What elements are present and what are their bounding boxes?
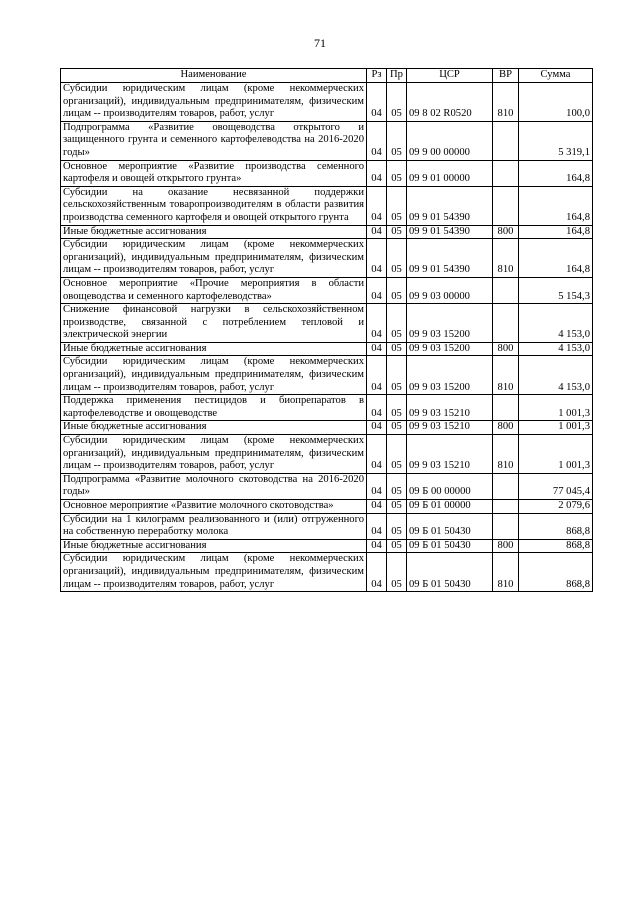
header-csr: ЦСР (407, 69, 493, 83)
row-csr: 09 9 01 54390 (407, 225, 493, 239)
header-rz: Рз (367, 69, 387, 83)
row-pr: 05 (387, 473, 407, 499)
row-name: Субсидии юридическим лицам (кроме некоммерческих организаций), индивидуальным предпринимателям, физическим лицам -- производителям товаров, работ, услуг (61, 83, 367, 122)
table-row (61, 473, 593, 499)
row-vr: 800 (493, 342, 519, 356)
row-name: Субсидии юридическим лицам (кроме некоммерческих организаций), индивидуальным предпринимателям, физическим лицам -- производителям товаров, работ, услуг (61, 356, 367, 395)
row-sum: 164,8 (519, 225, 593, 239)
table-row (61, 539, 593, 553)
row-csr: 09 9 03 15210 (407, 435, 493, 474)
row-csr: 09 Б 01 50430 (407, 553, 493, 592)
row-name: Основное мероприятие «Развитие производства семенного картофеля и овощей открытого грунта» (61, 160, 367, 186)
row-name: Подпрограмма «Развитие овощеводства открытого и защищенного грунта и семенного картофелеводства на 2016-2020 годы» (61, 121, 367, 160)
row-sum: 2 079,6 (519, 500, 593, 514)
row-csr: 09 9 03 15210 (407, 421, 493, 435)
row-pr: 05 (387, 121, 407, 160)
row-name: Субсидии на 1 килограмм реализованного и (или) отгруженного на собственную переработку молока (61, 513, 367, 539)
table-row (61, 160, 593, 186)
row-rz: 04 (367, 304, 387, 343)
row-rz: 04 (367, 539, 387, 553)
row-rz: 04 (367, 121, 387, 160)
row-csr: 09 9 03 15200 (407, 342, 493, 356)
table-row (61, 225, 593, 239)
row-name: Основное мероприятие «Развитие молочного скотоводства» (61, 500, 367, 514)
row-sum: 100,0 (519, 83, 593, 122)
row-vr (493, 304, 519, 343)
row-vr: 810 (493, 553, 519, 592)
row-name: Иные бюджетные ассигнования (61, 342, 367, 356)
row-rz: 04 (367, 277, 387, 303)
row-csr: 09 9 03 15200 (407, 304, 493, 343)
table-header-row (61, 69, 593, 83)
row-csr: 09 Б 00 00000 (407, 473, 493, 499)
row-pr: 05 (387, 342, 407, 356)
row-vr: 800 (493, 539, 519, 553)
table-row (61, 239, 593, 278)
row-rz: 04 (367, 435, 387, 474)
table-row (61, 186, 593, 225)
table-row (61, 83, 593, 122)
row-pr: 05 (387, 553, 407, 592)
row-rz: 04 (367, 239, 387, 278)
table-row (61, 421, 593, 435)
row-vr (493, 277, 519, 303)
row-csr: 09 9 01 54390 (407, 239, 493, 278)
table-row (61, 553, 593, 592)
row-name: Поддержка применения пестицидов и биопрепаратов в картофелеводстве и овощеводстве (61, 395, 367, 421)
budget-table (60, 68, 593, 592)
row-pr: 05 (387, 356, 407, 395)
row-rz: 04 (367, 342, 387, 356)
row-name: Субсидии юридическим лицам (кроме некоммерческих организаций), индивидуальным предпринимателям, физическим лицам -- производителям товаров, работ, услуг (61, 239, 367, 278)
row-sum: 4 153,0 (519, 304, 593, 343)
row-csr: 09 Б 01 50430 (407, 513, 493, 539)
row-rz: 04 (367, 553, 387, 592)
row-pr: 05 (387, 395, 407, 421)
row-csr: 09 8 02 R0520 (407, 83, 493, 122)
row-pr: 05 (387, 83, 407, 122)
row-sum: 868,8 (519, 553, 593, 592)
row-sum: 164,8 (519, 160, 593, 186)
row-name: Субсидии юридическим лицам (кроме некоммерческих организаций), индивидуальным предпринимателям, физическим лицам -- производителям товаров, работ, услуг (61, 435, 367, 474)
row-sum: 1 001,3 (519, 421, 593, 435)
table-row (61, 513, 593, 539)
row-name: Подпрограмма «Развитие молочного скотоводства на 2016-2020 годы» (61, 473, 367, 499)
row-vr (493, 395, 519, 421)
row-name: Иные бюджетные ассигнования (61, 225, 367, 239)
row-name: Иные бюджетные ассигнования (61, 539, 367, 553)
row-pr: 05 (387, 435, 407, 474)
table-row (61, 435, 593, 474)
row-csr: 09 9 03 15210 (407, 395, 493, 421)
table-row (61, 500, 593, 514)
row-name: Субсидии юридическим лицам (кроме некоммерческих организаций), индивидуальным предпринимателям, физическим лицам -- производителям товаров, работ, услуг (61, 553, 367, 592)
row-pr: 05 (387, 277, 407, 303)
row-pr: 05 (387, 160, 407, 186)
table-row (61, 277, 593, 303)
row-csr: 09 9 03 15200 (407, 356, 493, 395)
row-rz: 04 (367, 356, 387, 395)
row-sum: 77 045,4 (519, 473, 593, 499)
row-csr: 09 9 01 54390 (407, 186, 493, 225)
row-sum: 1 001,3 (519, 435, 593, 474)
row-vr (493, 500, 519, 514)
row-sum: 164,8 (519, 186, 593, 225)
row-vr: 810 (493, 83, 519, 122)
row-name: Иные бюджетные ассигнования (61, 421, 367, 435)
row-name: Основное мероприятие «Прочие мероприятия в области овощеводства и семенного картофелеводства» (61, 277, 367, 303)
row-vr (493, 473, 519, 499)
row-vr: 800 (493, 421, 519, 435)
row-sum: 4 153,0 (519, 356, 593, 395)
row-sum: 868,8 (519, 513, 593, 539)
row-csr: 09 9 00 00000 (407, 121, 493, 160)
row-rz: 04 (367, 395, 387, 421)
row-name: Субсидии на оказание несвязанной поддержки сельскохозяйственным товаропроизводителям в области развития производства семенного картофеля и овощей открытого грунта (61, 186, 367, 225)
row-vr (493, 160, 519, 186)
row-rz: 04 (367, 186, 387, 225)
row-pr: 05 (387, 304, 407, 343)
row-rz: 04 (367, 513, 387, 539)
table-row (61, 395, 593, 421)
table-row (61, 121, 593, 160)
row-vr (493, 121, 519, 160)
row-csr: 09 Б 01 00000 (407, 500, 493, 514)
row-vr: 800 (493, 225, 519, 239)
row-sum: 1 001,3 (519, 395, 593, 421)
table-row (61, 304, 593, 343)
table-row (61, 356, 593, 395)
row-pr: 05 (387, 225, 407, 239)
row-pr: 05 (387, 186, 407, 225)
row-vr: 810 (493, 435, 519, 474)
header-sum: Сумма (519, 69, 593, 83)
row-pr: 05 (387, 513, 407, 539)
row-sum: 4 153,0 (519, 342, 593, 356)
row-rz: 04 (367, 473, 387, 499)
row-sum: 5 319,1 (519, 121, 593, 160)
row-name: Снижение финансовой нагрузки в сельскохозяйственном производстве, связанной с потреблением тепловой и электрической энергии (61, 304, 367, 343)
row-pr: 05 (387, 539, 407, 553)
row-sum: 868,8 (519, 539, 593, 553)
row-vr (493, 186, 519, 225)
row-csr: 09 9 03 00000 (407, 277, 493, 303)
row-rz: 04 (367, 225, 387, 239)
row-pr: 05 (387, 421, 407, 435)
row-sum: 164,8 (519, 239, 593, 278)
row-vr (493, 513, 519, 539)
header-vr: ВР (493, 69, 519, 83)
row-vr: 810 (493, 356, 519, 395)
row-rz: 04 (367, 160, 387, 186)
row-rz: 04 (367, 500, 387, 514)
row-csr: 09 9 01 00000 (407, 160, 493, 186)
row-vr: 810 (493, 239, 519, 278)
header-pr: Пр (387, 69, 407, 83)
row-csr: 09 Б 01 50430 (407, 539, 493, 553)
row-pr: 05 (387, 500, 407, 514)
row-sum: 5 154,3 (519, 277, 593, 303)
row-pr: 05 (387, 239, 407, 278)
table-row (61, 342, 593, 356)
page-number: 71 (314, 36, 326, 50)
row-rz: 04 (367, 421, 387, 435)
header-name: Наименование (61, 69, 367, 83)
row-rz: 04 (367, 83, 387, 122)
